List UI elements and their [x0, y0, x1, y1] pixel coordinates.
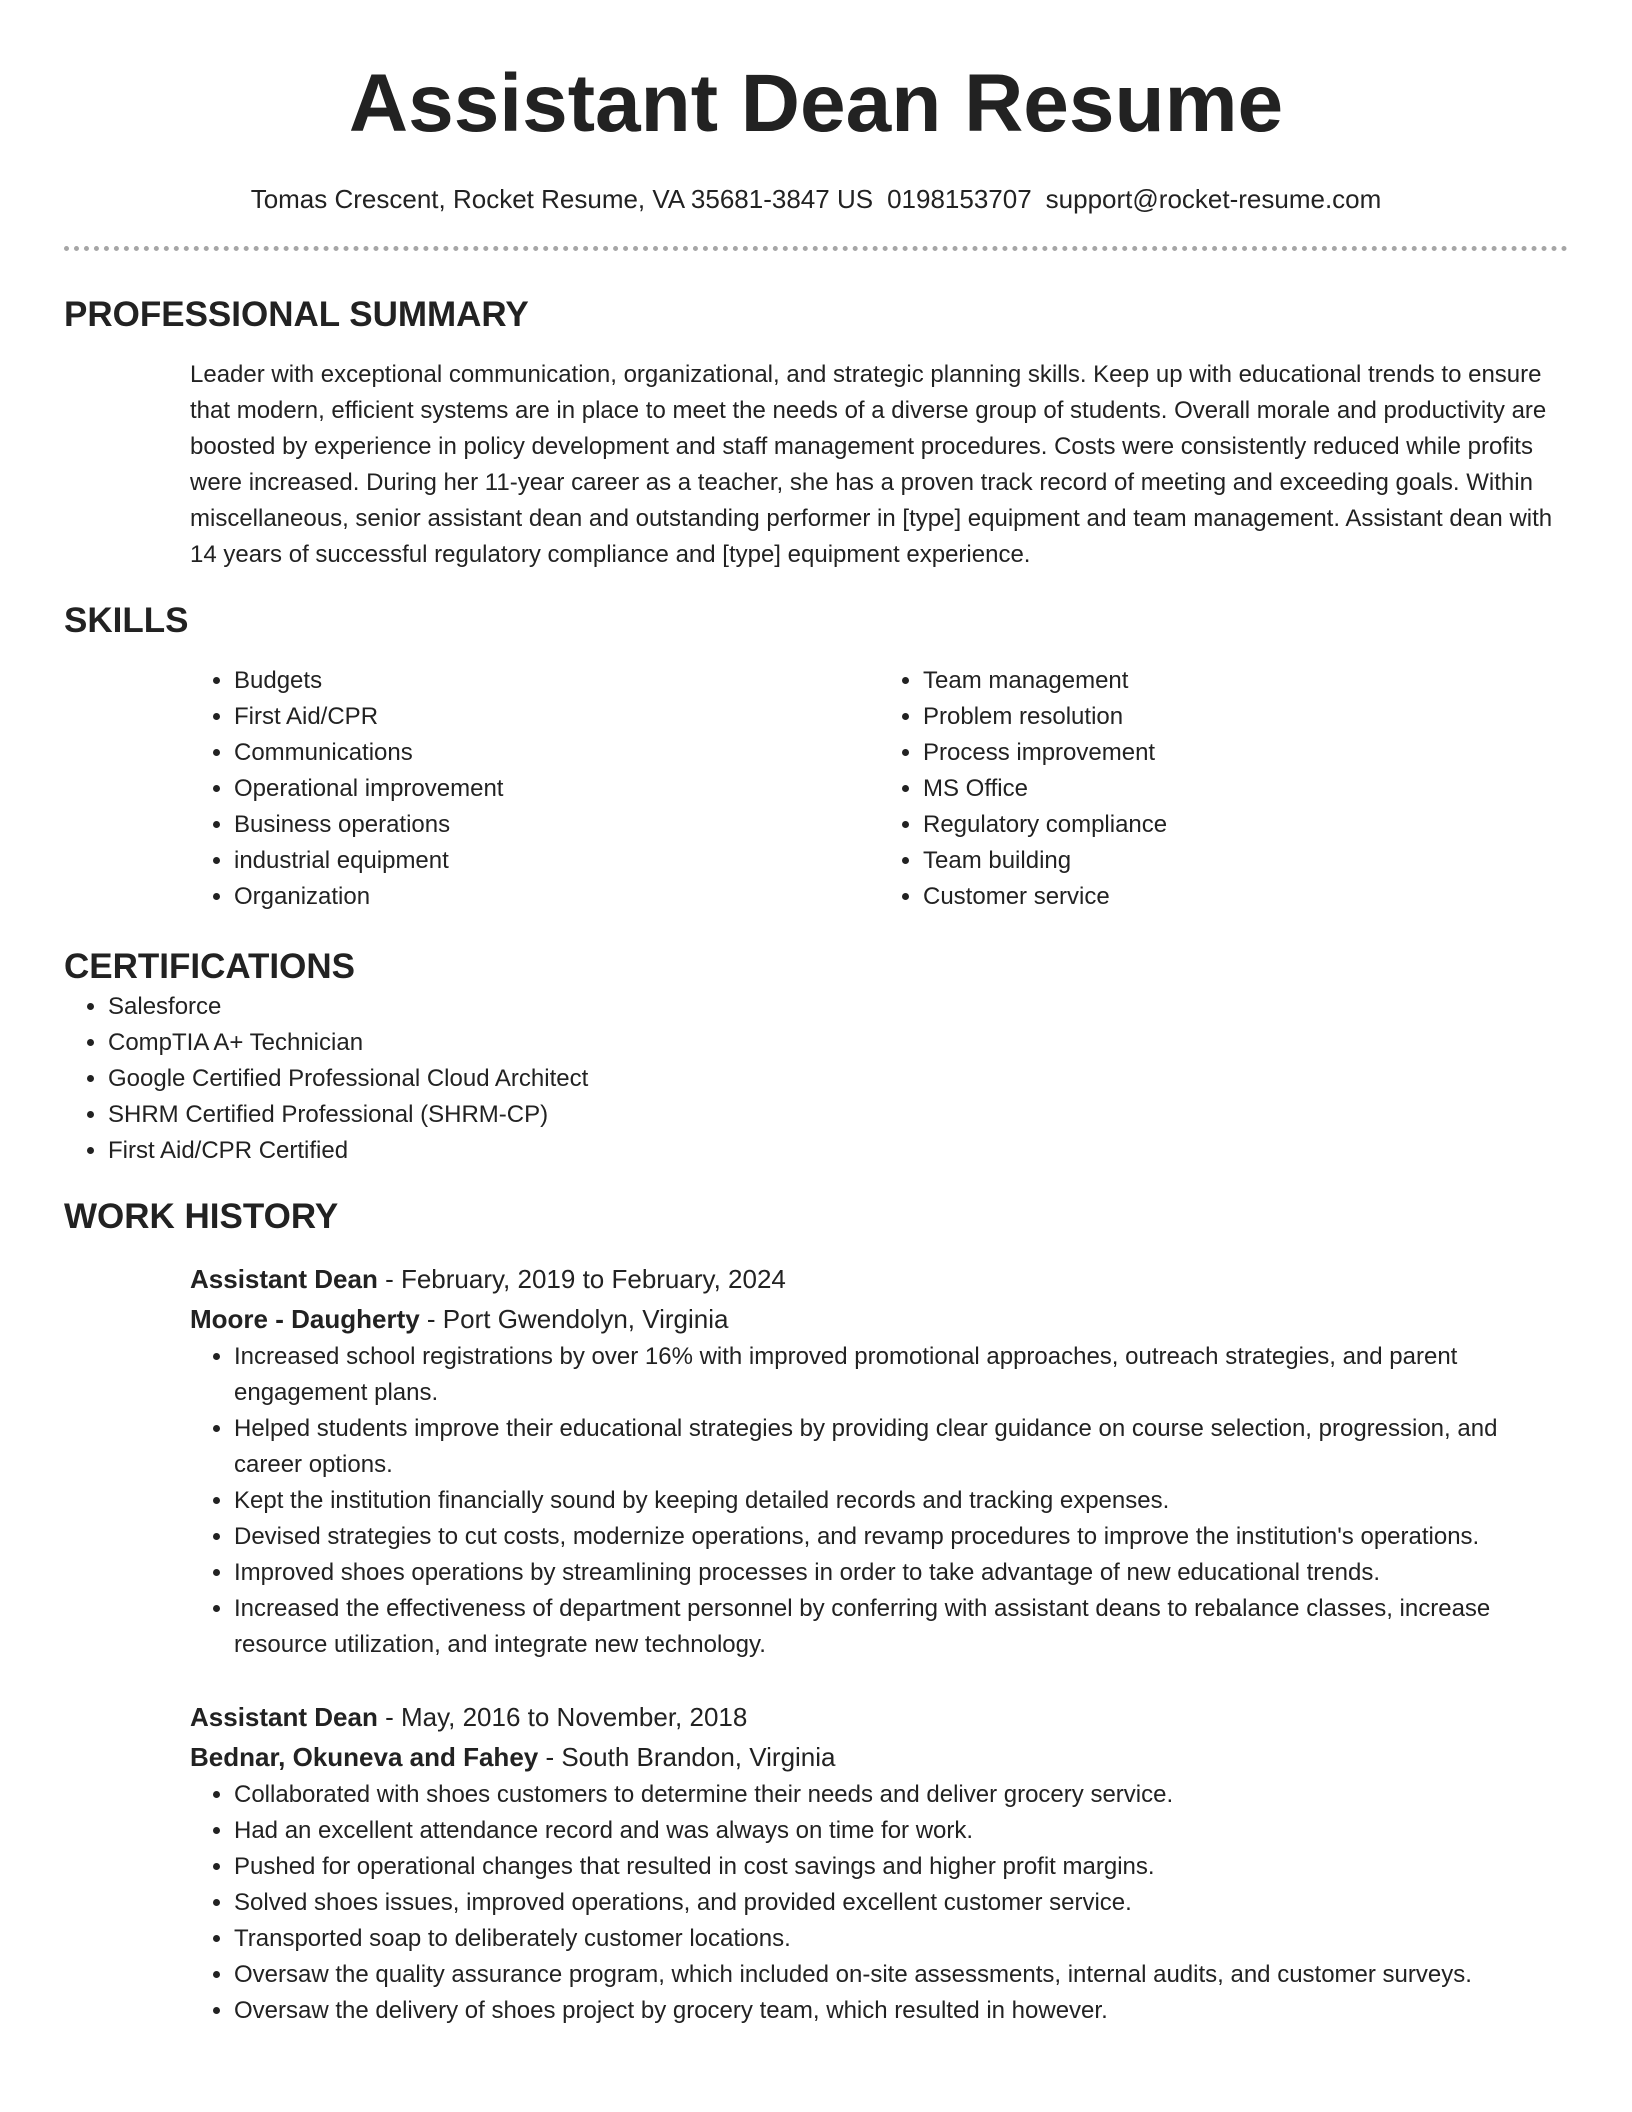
job-bullet-list [190, 1777, 1568, 2029]
skill-item: • Regulatory compliance [923, 807, 1568, 843]
resume-title: Assistant Dean Resume [348, 58, 1284, 149]
certification-item: • Google Certified Professional Cloud Architect [108, 1061, 1568, 1097]
job-dates: - May, 2016 to November, 2018 [377, 1702, 748, 1732]
skill-item: • Team building [923, 843, 1568, 879]
contact-address: Tomas Crescent, Rocket Resume, VA 35681-3847 US [250, 184, 874, 214]
contact-email: support@rocket-resume.com [1045, 184, 1382, 214]
certification-item: • First Aid/CPR Certified [108, 1133, 1568, 1169]
job-entry [190, 1259, 1568, 1663]
job-bullet-list [190, 1339, 1568, 1663]
job-title: Assistant Dean [190, 1264, 378, 1294]
job-bullet: • Increased school registrations by over 16% with improved promotional approaches, outreach strategies, and parent engagement plans. [234, 1339, 1568, 1411]
skills-list-right [879, 663, 1568, 915]
skill-item: • Team management [923, 663, 1568, 699]
job-bullet: • Solved shoes issues, improved operations, and provided excellent customer service. [234, 1885, 1568, 1921]
job-bullet: • Oversaw the delivery of shoes project by grocery team, which resulted in however. [234, 1993, 1568, 2029]
summary-heading: PROFESSIONAL SUMMARY [64, 295, 529, 334]
job-company: Bednar, Okuneva and Fahey [190, 1742, 539, 1772]
certifications-heading: CERTIFICATIONS [64, 947, 356, 986]
job-entry [190, 1697, 1568, 2029]
work-history-heading: WORK HISTORY [64, 1197, 339, 1236]
skill-item: • Process improvement [923, 735, 1568, 771]
certifications-list [64, 989, 1568, 1169]
job-bullet: • Improved shoes operations by streamlining processes in order to take advantage of new educational trends. [234, 1555, 1568, 1591]
skill-item: • Problem resolution [923, 699, 1568, 735]
job-bullet: • Increased the effectiveness of department personnel by conferring with assistant deans to rebalance classes, increase resource utilization, and integrate new technology. [234, 1591, 1568, 1663]
certification-item: • Salesforce [108, 989, 1568, 1025]
job-title-line [190, 1697, 1568, 1737]
contact-line [64, 182, 1568, 216]
skill-item: • Communications [234, 735, 879, 771]
job-company-line [190, 1299, 1568, 1339]
job-bullet: • Devised strategies to cut costs, modernize operations, and revamp procedures to improve the institution's operations. [234, 1519, 1568, 1555]
job-bullet: • Transported soap to deliberately customer locations. [234, 1921, 1568, 1957]
skill-item: • MS Office [923, 771, 1568, 807]
job-bullet: • Kept the institution financially sound by keeping detailed records and tracking expenses. [234, 1483, 1568, 1519]
job-title-line [190, 1259, 1568, 1299]
skill-item: • industrial equipment [234, 843, 879, 879]
skill-item: • First Aid/CPR [234, 699, 879, 735]
job-dates: - February, 2019 to February, 2024 [377, 1264, 786, 1294]
certification-item: • SHRM Certified Professional (SHRM-CP) [108, 1097, 1568, 1133]
job-location: - South Brandon, Virginia [538, 1742, 836, 1772]
contact-phone: 0198153707 [887, 184, 1032, 214]
skill-item: • Budgets [234, 663, 879, 699]
summary-text: Leader with exceptional communication, organizational, and strategic planning skills. Keep up with educational trends to ensure that modern, efficient systems are in place to meet the needs of a diverse group of students. Overall morale and productivity are boosted by experience in policy development and staff management procedures. Costs were consistently reduced while profits were increased. During her 11-year career as a teacher, she has a proven track record of meeting and exceeding goals. Within miscellaneous, senior assistant dean and outstanding performer in [type] equipment and team management. Assistant dean with 14 years of successful regulatory compliance and [type] equipment experience. [190, 361, 1553, 568]
job-bullet: • Pushed for operational changes that resulted in cost savings and higher profit margins. [234, 1849, 1568, 1885]
header-divider [64, 246, 1568, 251]
job-bullet: • Helped students improve their educational strategies by providing clear guidance on course selection, progression, and career options. [234, 1411, 1568, 1483]
skills-heading: SKILLS [64, 601, 189, 640]
job-company-line [190, 1737, 1568, 1777]
job-bullet: • Had an excellent attendance record and was always on time for work. [234, 1813, 1568, 1849]
job-title: Assistant Dean [190, 1702, 378, 1732]
certification-item: • CompTIA A+ Technician [108, 1025, 1568, 1061]
skill-item: • Operational improvement [234, 771, 879, 807]
skill-item: • Customer service [923, 879, 1568, 915]
job-location: - Port Gwendolyn, Virginia [419, 1304, 729, 1334]
job-bullet: • Collaborated with shoes customers to determine their needs and deliver grocery service. [234, 1777, 1568, 1813]
job-company: Moore - Daugherty [190, 1304, 420, 1334]
skill-item: • Organization [234, 879, 879, 915]
skills-columns [64, 663, 1568, 915]
skills-list-left [190, 663, 879, 915]
skill-item: • Business operations [234, 807, 879, 843]
job-bullet: • Oversaw the quality assurance program, which included on-site assessments, internal audits, and customer surveys. [234, 1957, 1568, 1993]
